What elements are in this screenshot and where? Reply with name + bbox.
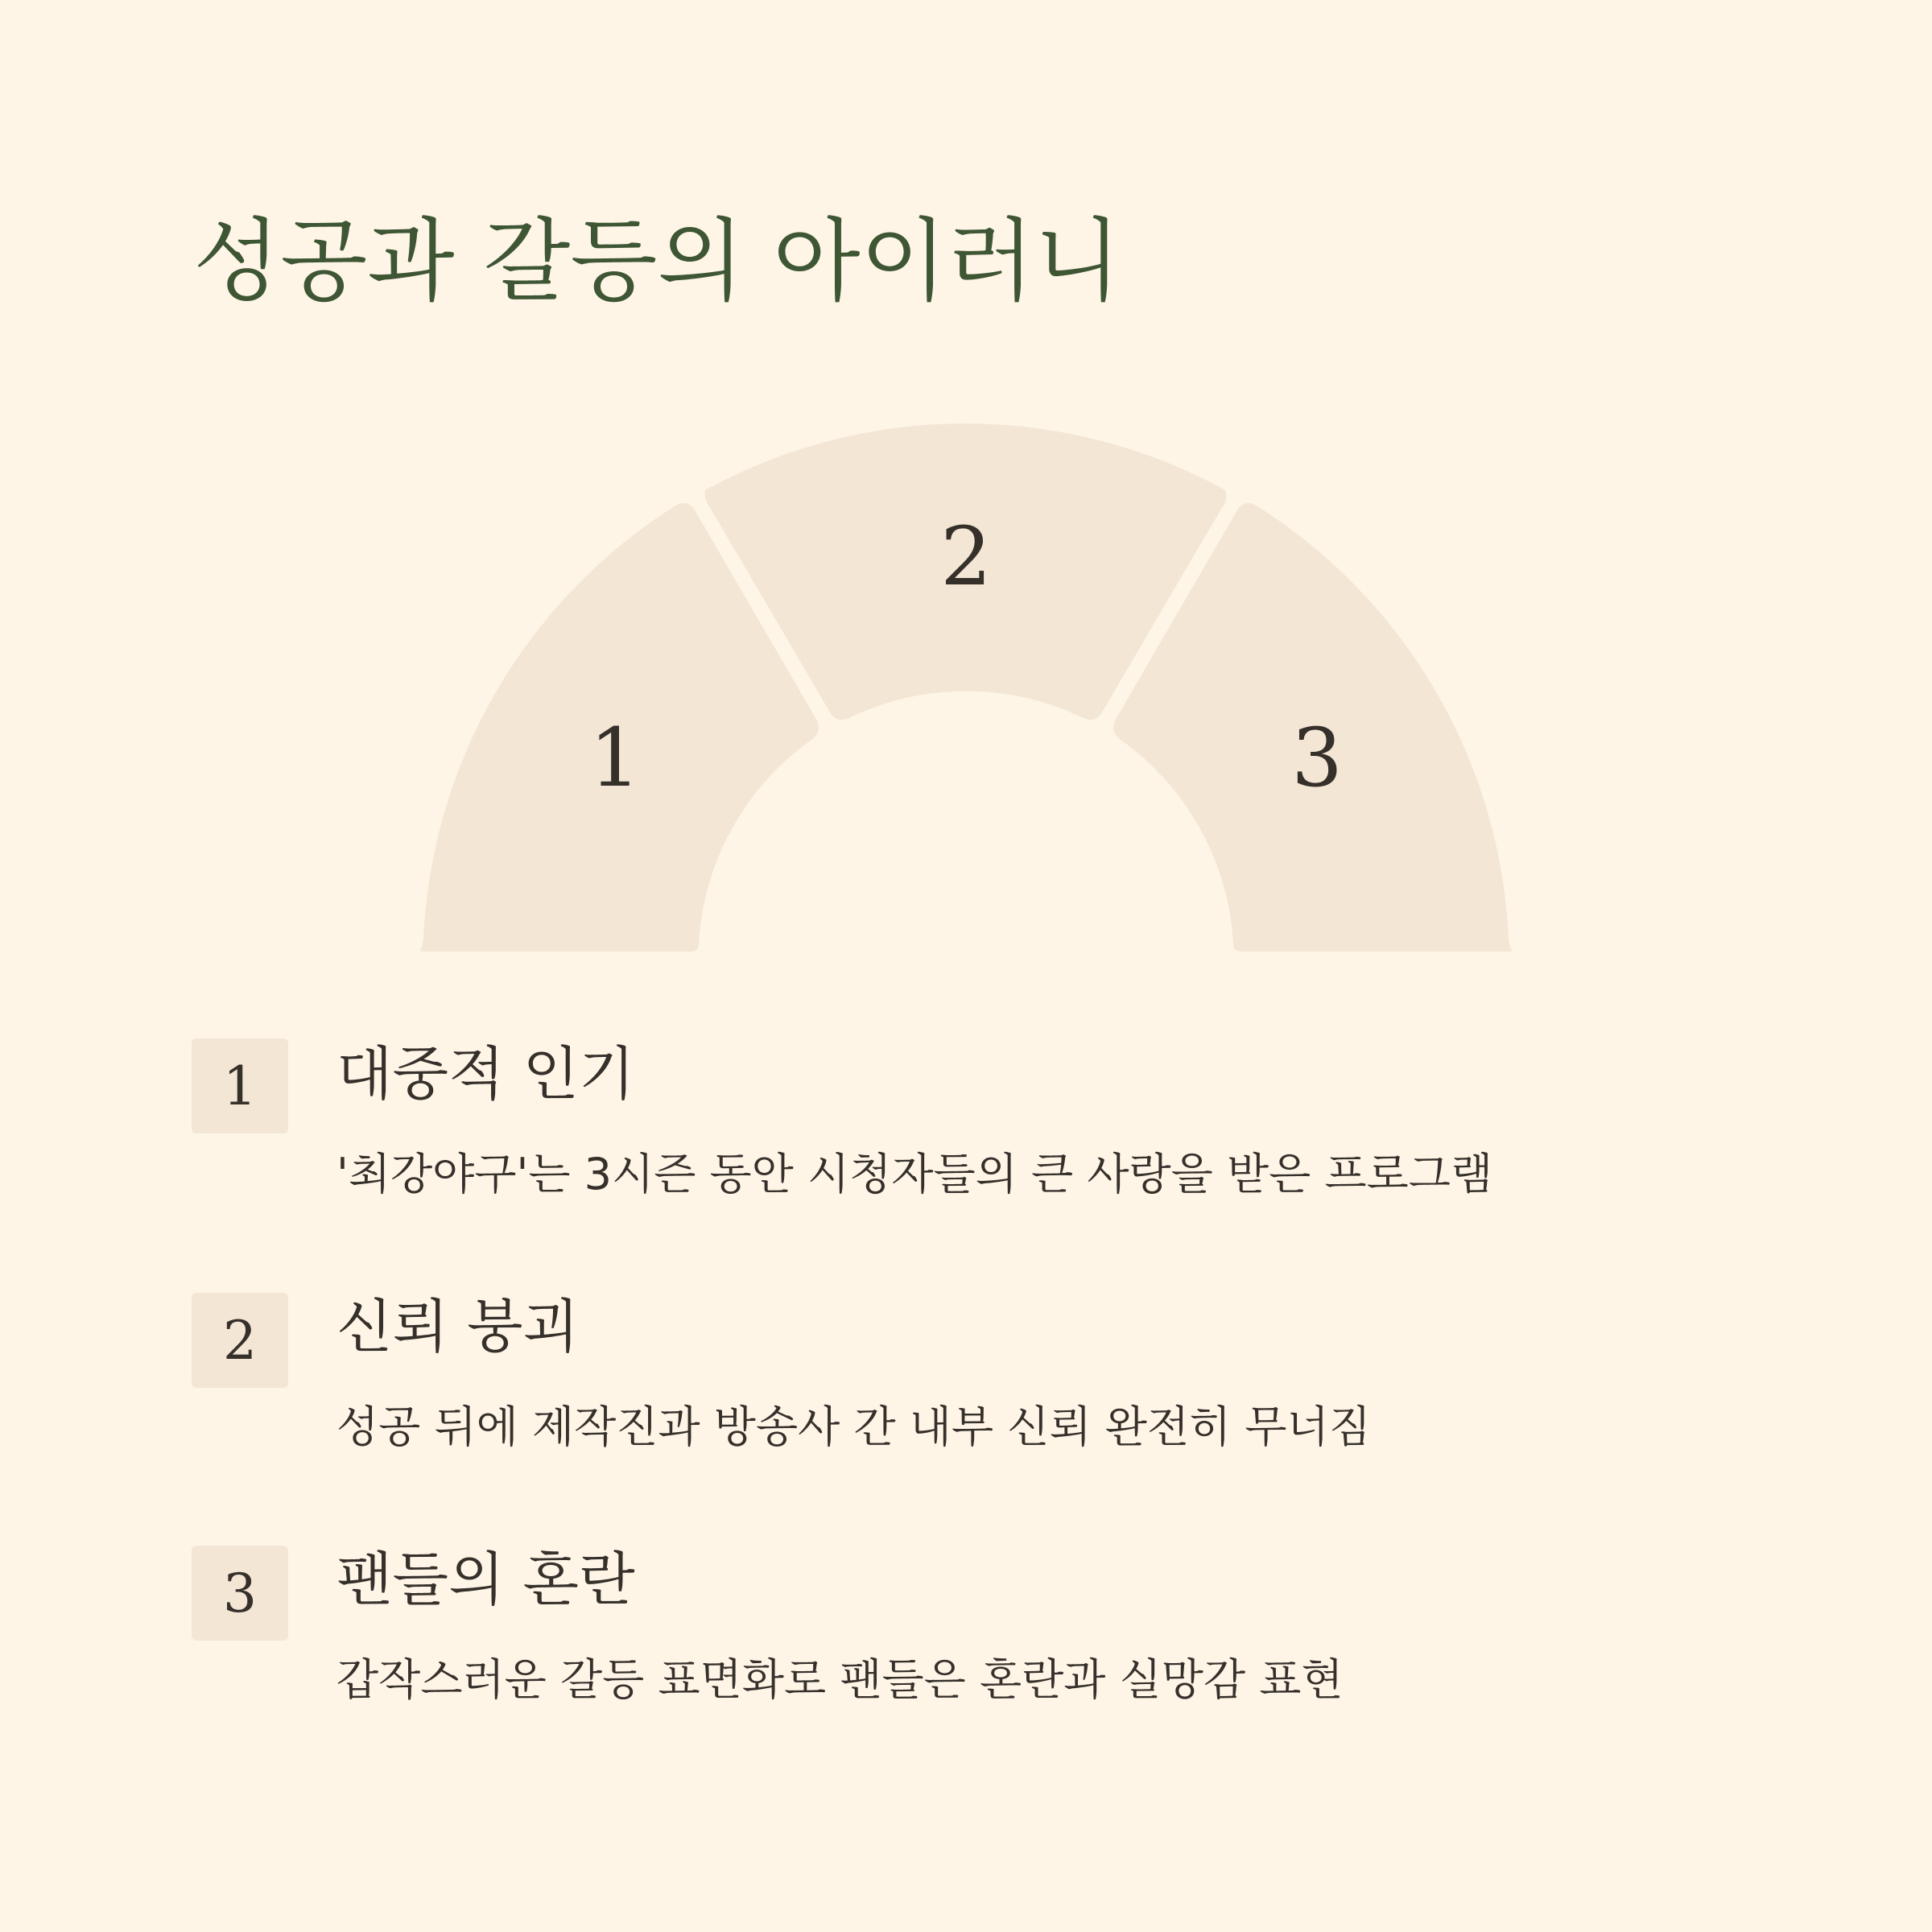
- item-1-number-badge: 1: [192, 1038, 288, 1133]
- item-2-number-badge: 2: [192, 1293, 288, 1388]
- item-3-description: 갑작스러운 갈등 표면화로 팬들은 혼란과 실망감 표현: [336, 1654, 1344, 1705]
- page-title: 성공과 갈등의 아이러니: [193, 209, 1122, 314]
- arc-segment-3-label: 3: [1291, 711, 1343, 805]
- arc-segment-1-label: 1: [589, 711, 641, 805]
- item-2-description: 성공 뒤에 제작진과 방송사 간 내부 신뢰 완전히 무너짐: [336, 1402, 1371, 1452]
- item-3-title: 팬들의 혼란: [336, 1546, 635, 1613]
- item-1-description: '최강야구'는 3시즌 동안 시청자들의 큰 사랑을 받은 프로그램: [336, 1149, 1493, 1199]
- item-2-title: 신뢰 붕괴: [336, 1293, 580, 1360]
- arc-segment-2-label: 2: [940, 510, 992, 604]
- item-3-number-badge: 3: [192, 1546, 288, 1641]
- item-1-title: 대중적 인기: [336, 1040, 635, 1108]
